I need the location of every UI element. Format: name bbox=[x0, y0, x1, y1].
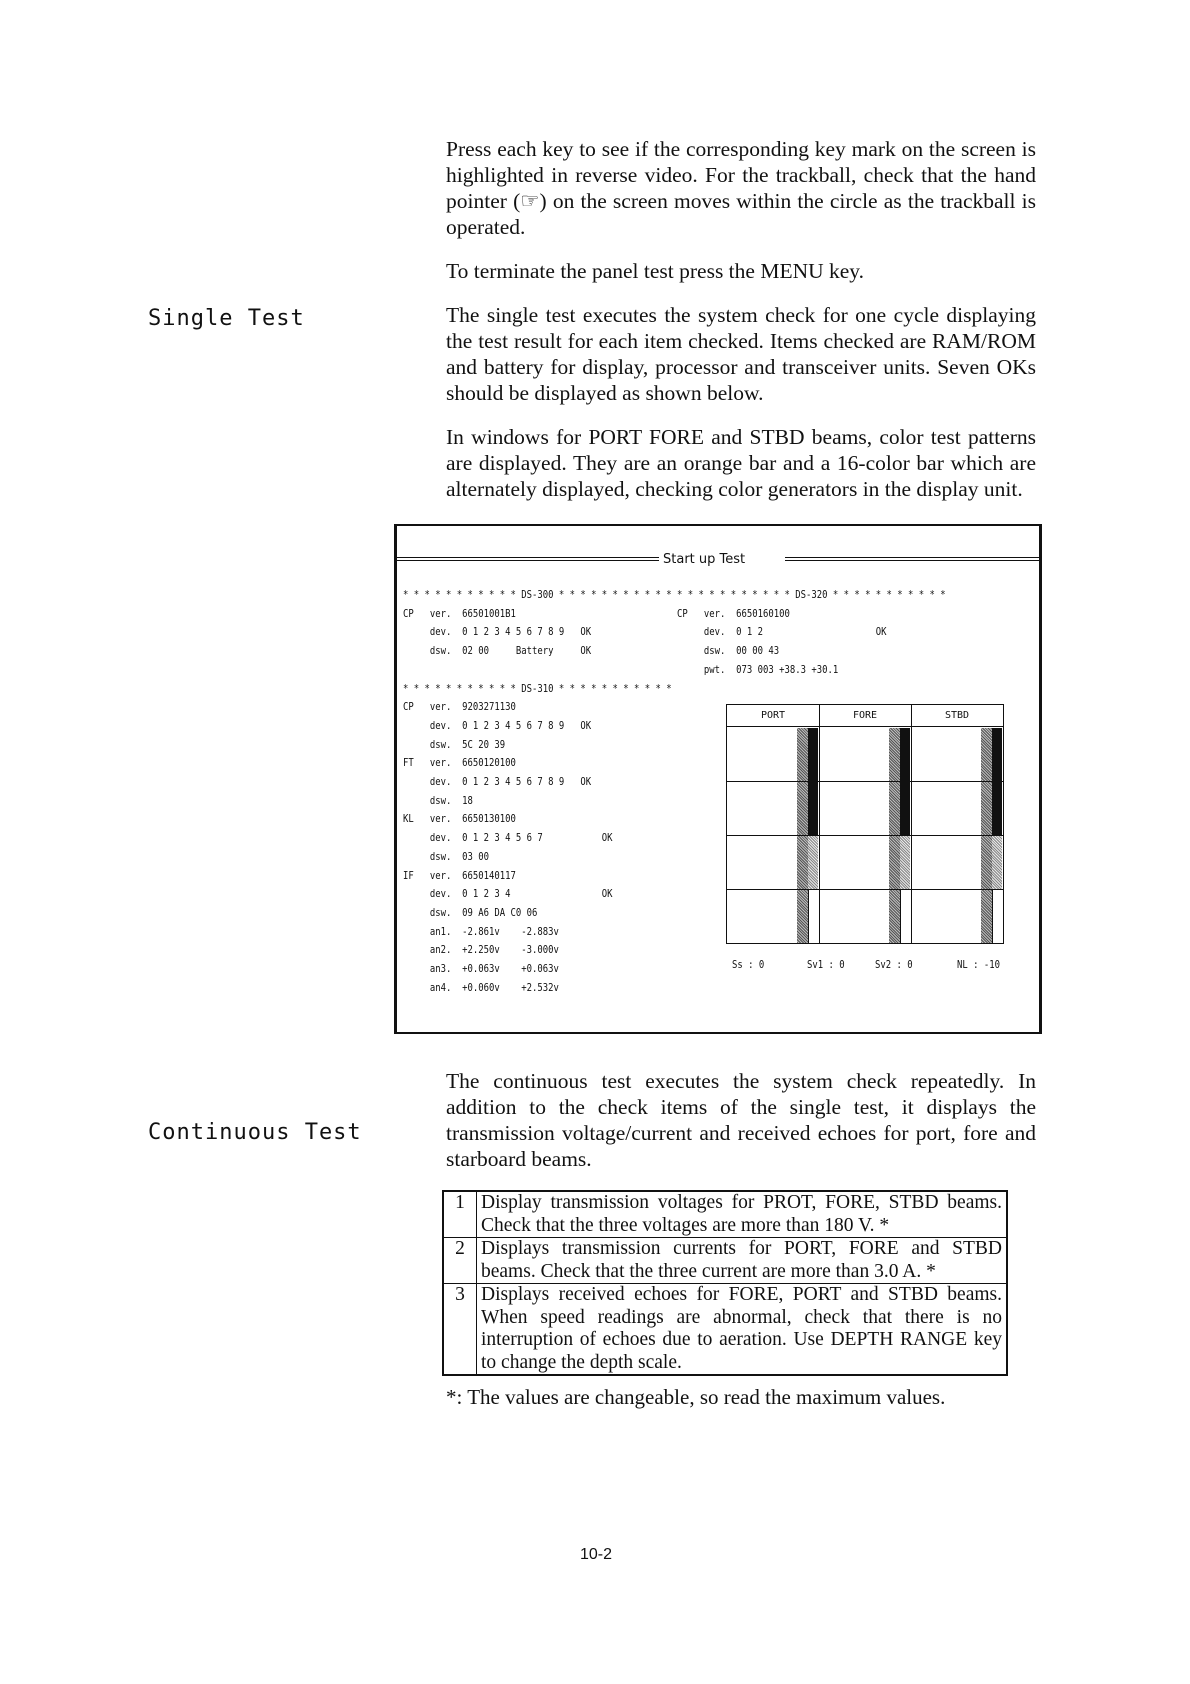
color-bar bbox=[797, 890, 808, 943]
color-bar bbox=[808, 890, 819, 943]
screen-line: dev. 0 1 2 OK bbox=[677, 626, 887, 639]
continuous-test-paragraph: The continuous test executes the system check repeatedly. In addition to the check items of the single test, it displays the transmission voltage/current and received echoes for port, fore and starboard beams. bbox=[446, 1069, 1036, 1171]
screen-line: an3. +0.063v +0.063v bbox=[403, 963, 559, 975]
column-divider bbox=[911, 705, 912, 943]
screen-line: dsw. 00 00 43 bbox=[677, 645, 780, 658]
screen-line: CP ver. 66501001B1 bbox=[403, 607, 516, 620]
color-bar bbox=[981, 728, 992, 781]
screen-line: pwt. 073 003 +38.3 +30.1 bbox=[677, 663, 839, 676]
screen-line: CP ver. 9203271130 bbox=[403, 701, 516, 714]
screen-line: dev. 0 1 2 3 4 5 6 7 8 9 OK bbox=[403, 719, 592, 732]
color-bar bbox=[889, 836, 900, 889]
screen-line: dsw. 18 bbox=[403, 794, 473, 807]
status-value: Ss : 0 bbox=[732, 959, 765, 971]
double-rule bbox=[785, 557, 1039, 561]
screen-line: an4. +0.060v +2.532v bbox=[403, 981, 559, 994]
screen-line: KL ver. 6650130100 bbox=[403, 813, 516, 826]
screen-line: dsw. 5C 20 39 bbox=[403, 738, 506, 751]
footnote: *: The values are changeable, so read the maximum values. bbox=[446, 1385, 946, 1409]
beam-header-stbd: STBD bbox=[911, 705, 1003, 727]
intro-paragraph: Press each key to see if the corresponding key mark on the screen is highlighted in reverse video. For the trackball, check that the hand pointer (☞) on the screen moves within the circle as the trackball is operated. bbox=[446, 137, 1036, 239]
screen-title: Start up Test bbox=[659, 552, 749, 567]
color-bar bbox=[981, 890, 992, 943]
color-bar bbox=[889, 782, 900, 835]
color-bar bbox=[992, 836, 1002, 889]
color-test-paragraph: In windows for PORT FORE and STBD beams, color test patterns are displayed. They are an orange bar and a 16-color bar which are alternately displayed, checking color generators in the display unit. bbox=[446, 425, 1036, 501]
color-bar bbox=[808, 728, 818, 781]
screen-line: dsw. 02 00 Battery OK bbox=[403, 645, 592, 658]
screen-title-bar bbox=[397, 552, 1039, 568]
color-bar bbox=[808, 782, 818, 835]
beam-header-port: PORT bbox=[727, 705, 819, 727]
color-bar bbox=[900, 782, 910, 835]
screen-line: FT ver. 6650120100 bbox=[403, 757, 516, 770]
beam-header-fore: FORE bbox=[819, 705, 911, 727]
color-bar bbox=[900, 836, 910, 889]
screen-line: dsw. 03 00 bbox=[403, 850, 489, 863]
screen-line: dsw. 09 A6 DA C0 06 bbox=[403, 906, 538, 919]
screen-line: * * * * * * * * * * * DS-310 * * * * * * * * * * * bbox=[403, 682, 672, 695]
screen-line: dev. 0 1 2 3 4 5 6 7 8 9 OK bbox=[403, 776, 592, 788]
item-description: Displays transmission currents for PORT, FORE and STBD beams. Check that the three current are more than 3.0 A. * bbox=[477, 1238, 1008, 1284]
table-row bbox=[443, 1238, 1007, 1284]
page-number: 10-2 bbox=[580, 1546, 613, 1563]
color-bar bbox=[981, 836, 992, 889]
single-test-heading: Single Test bbox=[148, 306, 305, 331]
single-test-paragraph: The single test executes the system check for one cycle displaying the test result for each item checked. Items checked are RAM/ROM and battery for display, processor and transceiver units. Seven OKs should be displayed as shown below. bbox=[446, 303, 1036, 405]
double-rule bbox=[397, 557, 659, 561]
beam-color-test-windows bbox=[726, 704, 1004, 944]
color-bar bbox=[808, 836, 818, 889]
color-bar bbox=[981, 782, 992, 835]
column-divider bbox=[819, 705, 820, 943]
color-bar bbox=[900, 890, 911, 943]
screen-line: an1. -2.861v -2.883v bbox=[403, 925, 559, 938]
color-bar bbox=[889, 890, 900, 943]
item-number: 3 bbox=[443, 1284, 477, 1376]
main-column bbox=[403, 136, 1036, 1410]
status-value: NL : -10 bbox=[957, 959, 1000, 971]
color-bar bbox=[992, 728, 1002, 781]
check-items-table bbox=[442, 1190, 1008, 1376]
item-description: Display transmission voltages for PROT, FORE, STBD beams. Check that the three voltages are more than 180 V. * bbox=[477, 1191, 1008, 1238]
table-row bbox=[443, 1284, 1007, 1376]
screen-line: * * * * * * * * * * * DS-320 * * * * * * * * * * * bbox=[677, 589, 946, 601]
terminate-paragraph: To terminate the panel test press the MENU key. bbox=[446, 259, 865, 283]
startup-test-screen bbox=[394, 524, 1042, 1034]
screen-line: CP ver. 6650160100 bbox=[677, 607, 790, 620]
table-row bbox=[443, 1191, 1007, 1238]
color-bar bbox=[900, 728, 910, 781]
screen-line: an2. +2.250v -3.000v bbox=[403, 944, 559, 957]
color-bar bbox=[797, 836, 808, 889]
status-value: Sv1 : 0 bbox=[807, 959, 845, 971]
screen-line: * * * * * * * * * * * DS-300 * * * * * * * * * * * bbox=[403, 589, 672, 601]
continuous-test-heading: Continuous Test bbox=[148, 1120, 362, 1145]
item-number: 2 bbox=[443, 1238, 477, 1284]
color-bar bbox=[889, 728, 900, 781]
status-value: Sv2 : 0 bbox=[875, 959, 913, 971]
screen-line: IF ver. 6650140117 bbox=[403, 869, 516, 882]
screen-line: dev. 0 1 2 3 4 5 6 7 OK bbox=[403, 832, 613, 845]
item-number: 1 bbox=[443, 1191, 477, 1238]
color-bar bbox=[992, 890, 1003, 943]
screen-line: dev. 0 1 2 3 4 OK bbox=[403, 888, 613, 901]
item-description: Displays received echoes for FORE, PORT and STBD beams. When speed readings are abnormal, check that there is no interruption of echoes due to aeration. Use DEPTH RANGE key to change the depth scale. bbox=[477, 1284, 1008, 1376]
color-bar bbox=[797, 782, 808, 835]
color-bar bbox=[797, 728, 808, 781]
color-bar bbox=[992, 782, 1002, 835]
screen-line: dev. 0 1 2 3 4 5 6 7 8 9 OK bbox=[403, 626, 592, 639]
